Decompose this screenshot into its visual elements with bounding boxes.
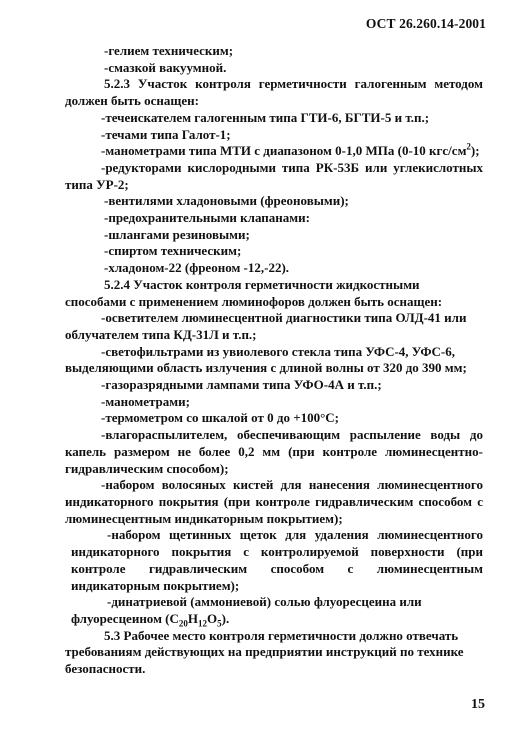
list-item-text: -манометрами типа МТИ с диапазоном 0-1,0 МПа (0-10 кгс/см	[101, 143, 467, 159]
page-number: 15	[471, 697, 485, 712]
list-item: -хладоном-22 (фреоном -12,-22).	[104, 260, 290, 276]
list-item: -влагораспылителем, обеспечивающим распыление воды до капель размером не более 0,2 мм (при контроле люминесцентно-гидравлическим способом);	[65, 427, 483, 476]
list-item: -газоразрядными лампами типа УФО-4А и т.п.;	[101, 377, 382, 393]
list-item: -течеискателем галогенным типа ГТИ-6, БГТИ-5 и т.п.;	[101, 109, 430, 125]
subscript: 5	[217, 618, 222, 629]
list-item: -манометрами;	[101, 393, 190, 409]
list-item: -набором щетинных щеток для удаления люминесцентного индикаторного покрытия с контролируемой поверхности (при контроле гидравлическим способом с люминесцентным индикаторным покрытием);	[71, 527, 483, 593]
list-item-text: О	[207, 610, 218, 626]
list-item-text: );	[470, 143, 480, 159]
list-item: -осветителем люминесцентной диагностики типа ОЛД-41 или облучателем типа КД-31Л и т.п.;	[65, 310, 467, 342]
document-body	[65, 43, 483, 678]
list-item-text: Н	[187, 610, 199, 626]
list-item: -предохранительными клапанами:	[104, 210, 310, 226]
list-item: -смазкой вакуумной.	[104, 59, 227, 75]
list-item: -редукторами кислородными типа РК-53Б или углекислотных типа УР-2;	[65, 159, 483, 192]
list-item	[65, 594, 483, 627]
section-5-2-3-heading: 5.2.3 Участок контроля герметичности галогенным методом должен быть оснащен:	[65, 76, 483, 109]
section-5-2-4-heading: 5.2.4 Участок контроля герметичности жидкостными способами с применением люминофоров должен быть оснащен:	[65, 276, 443, 309]
list-item: -гелием техническим;	[104, 43, 234, 58]
list-item: -набором волосяных кистей для нанесения люминесцентного индикаторного покрытия (при контроле гидравлическим способом с люминесцентным индикаторным покрытием);	[65, 477, 483, 526]
subscript: 20	[178, 618, 188, 629]
list-item: -термометром со шкалой от 0 до +100°С;	[101, 410, 340, 426]
subscript: 12	[198, 618, 208, 629]
list-item: -спиртом техническим;	[104, 243, 242, 259]
list-item: -течами типа Галот-1;	[101, 126, 231, 142]
list-item: -вентилями хладоновыми (фреоновыми);	[104, 193, 349, 209]
section-5-3-paragraph: 5.3 Рабочее место контроля герметичности должно отвечать требованиям действующих на предприятии инструкций по технике безопасности.	[65, 627, 464, 677]
list-item	[65, 143, 483, 160]
list-item-text: ).	[221, 610, 230, 626]
list-item: -светофильтрами из увиолевого стекла типа УФС-4, УФС-6, выделяющими область излучения с длиной волны от 320 до 390 мм;	[65, 343, 467, 376]
list-item: -шлангами резиновыми;	[104, 226, 250, 242]
document-code: ОСТ 26.260.14-2001	[365, 16, 486, 31]
superscript: 2	[466, 141, 471, 152]
list-item-text: -динатриевой (аммониевой) солью флуоресцеина или флуоресцеином (С	[71, 594, 422, 626]
